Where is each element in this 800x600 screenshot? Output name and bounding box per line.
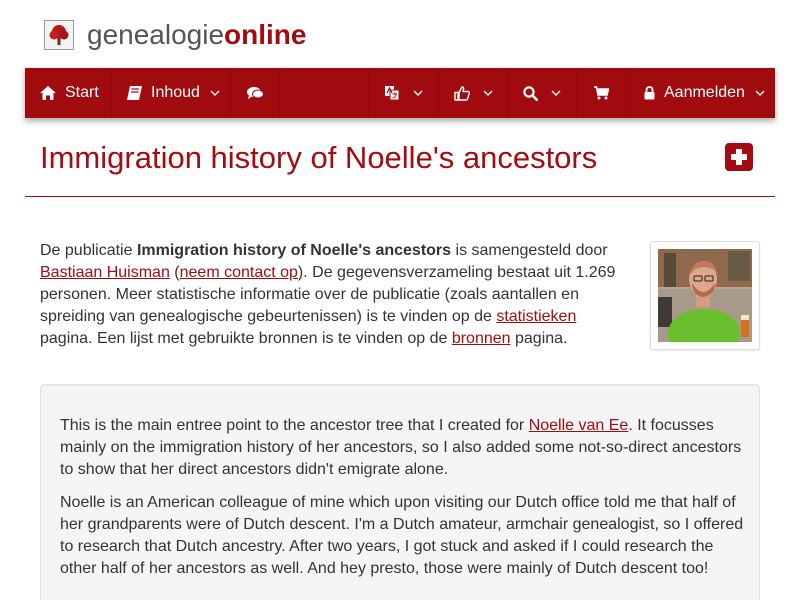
chevron-down-icon <box>413 90 423 96</box>
author-avatar[interactable] <box>658 249 752 342</box>
chevron-down-icon <box>483 90 493 96</box>
person-link-noelle[interactable]: Noelle van Ee <box>528 417 629 434</box>
description-paragraph-2: Noelle is an American colleague of mine which upon visiting our Dutch office told me that half of her grandparents were of Dutch descent. I'm a Dutch amateur, armchair genealogist, so I offered to research that Dutch ancestry. After two years, I got stuck and asked if I could research the other half of her ancestors as well. And hey presto, those were mainly of Dutch descent too! <box>60 494 744 577</box>
add-plus-icon[interactable] <box>725 143 753 171</box>
author-photo-frame <box>650 241 760 350</box>
contact-link[interactable]: neem contact op <box>179 264 298 281</box>
author-link[interactable]: Bastiaan Huisman <box>40 264 170 281</box>
site-name: genealogieonline <box>87 19 307 50</box>
publication-description <box>40 384 760 600</box>
nav-spacer <box>280 68 369 118</box>
publication-intro: De publicatie Immigration history of Noelle's ancestors is samengesteld door Bastiaan Huisman (neem contact op). De gegevensverzameling bestaat uit 1.269 personen. Meer statistische informatie over de publicatie (zoals aantallen en spreiding van genealogische gebeurtenissen) is te vinden op de statistieken pagina. Een lijst met gebruikte bronnen is te vinden op de bronnen pagina. <box>40 242 616 347</box>
chevron-down-icon <box>210 90 220 96</box>
sources-link[interactable]: bronnen <box>451 330 511 347</box>
tree-logo-icon <box>44 20 74 50</box>
publication-name: Immigration history of Noelle's ancestors <box>136 242 452 259</box>
book-icon <box>127 86 142 100</box>
chevron-down-icon <box>551 90 561 96</box>
shopping-cart-icon <box>594 86 609 100</box>
main-navbar <box>25 68 775 118</box>
nav-start-label: Start <box>65 84 99 101</box>
nav-search[interactable] <box>508 68 577 118</box>
nav-start[interactable] <box>25 68 112 118</box>
description-paragraph-1: This is the main entree point to the ancestor tree that I created for Noelle van Ee. It focusses mainly on the immigration history of her ancestors, so I also added some not-so-direct ancestors to show that her direct ancestors didn't emigrate alone. <box>60 417 742 478</box>
nav-login-label: Aanmelden <box>664 84 745 101</box>
lock-icon <box>644 86 655 100</box>
nav-forum[interactable] <box>231 68 280 118</box>
site-logo[interactable] <box>44 18 306 52</box>
statistics-link[interactable]: statistieken <box>496 308 577 325</box>
nav-rate[interactable] <box>439 68 508 118</box>
nav-shop[interactable] <box>577 68 627 118</box>
home-icon <box>40 86 56 100</box>
language-icon <box>384 85 400 101</box>
nav-inhoud-label: Inhoud <box>151 84 200 101</box>
nav-login[interactable] <box>627 68 775 118</box>
nav-inhoud[interactable] <box>112 68 231 118</box>
chevron-down-icon <box>755 90 765 96</box>
page-title: Immigration history of Noelle's ancestors <box>40 140 598 175</box>
nav-language[interactable] <box>369 68 439 118</box>
search-icon <box>523 86 538 101</box>
title-divider <box>25 196 775 197</box>
thumbs-up-icon <box>454 86 470 101</box>
comments-icon <box>247 86 264 100</box>
